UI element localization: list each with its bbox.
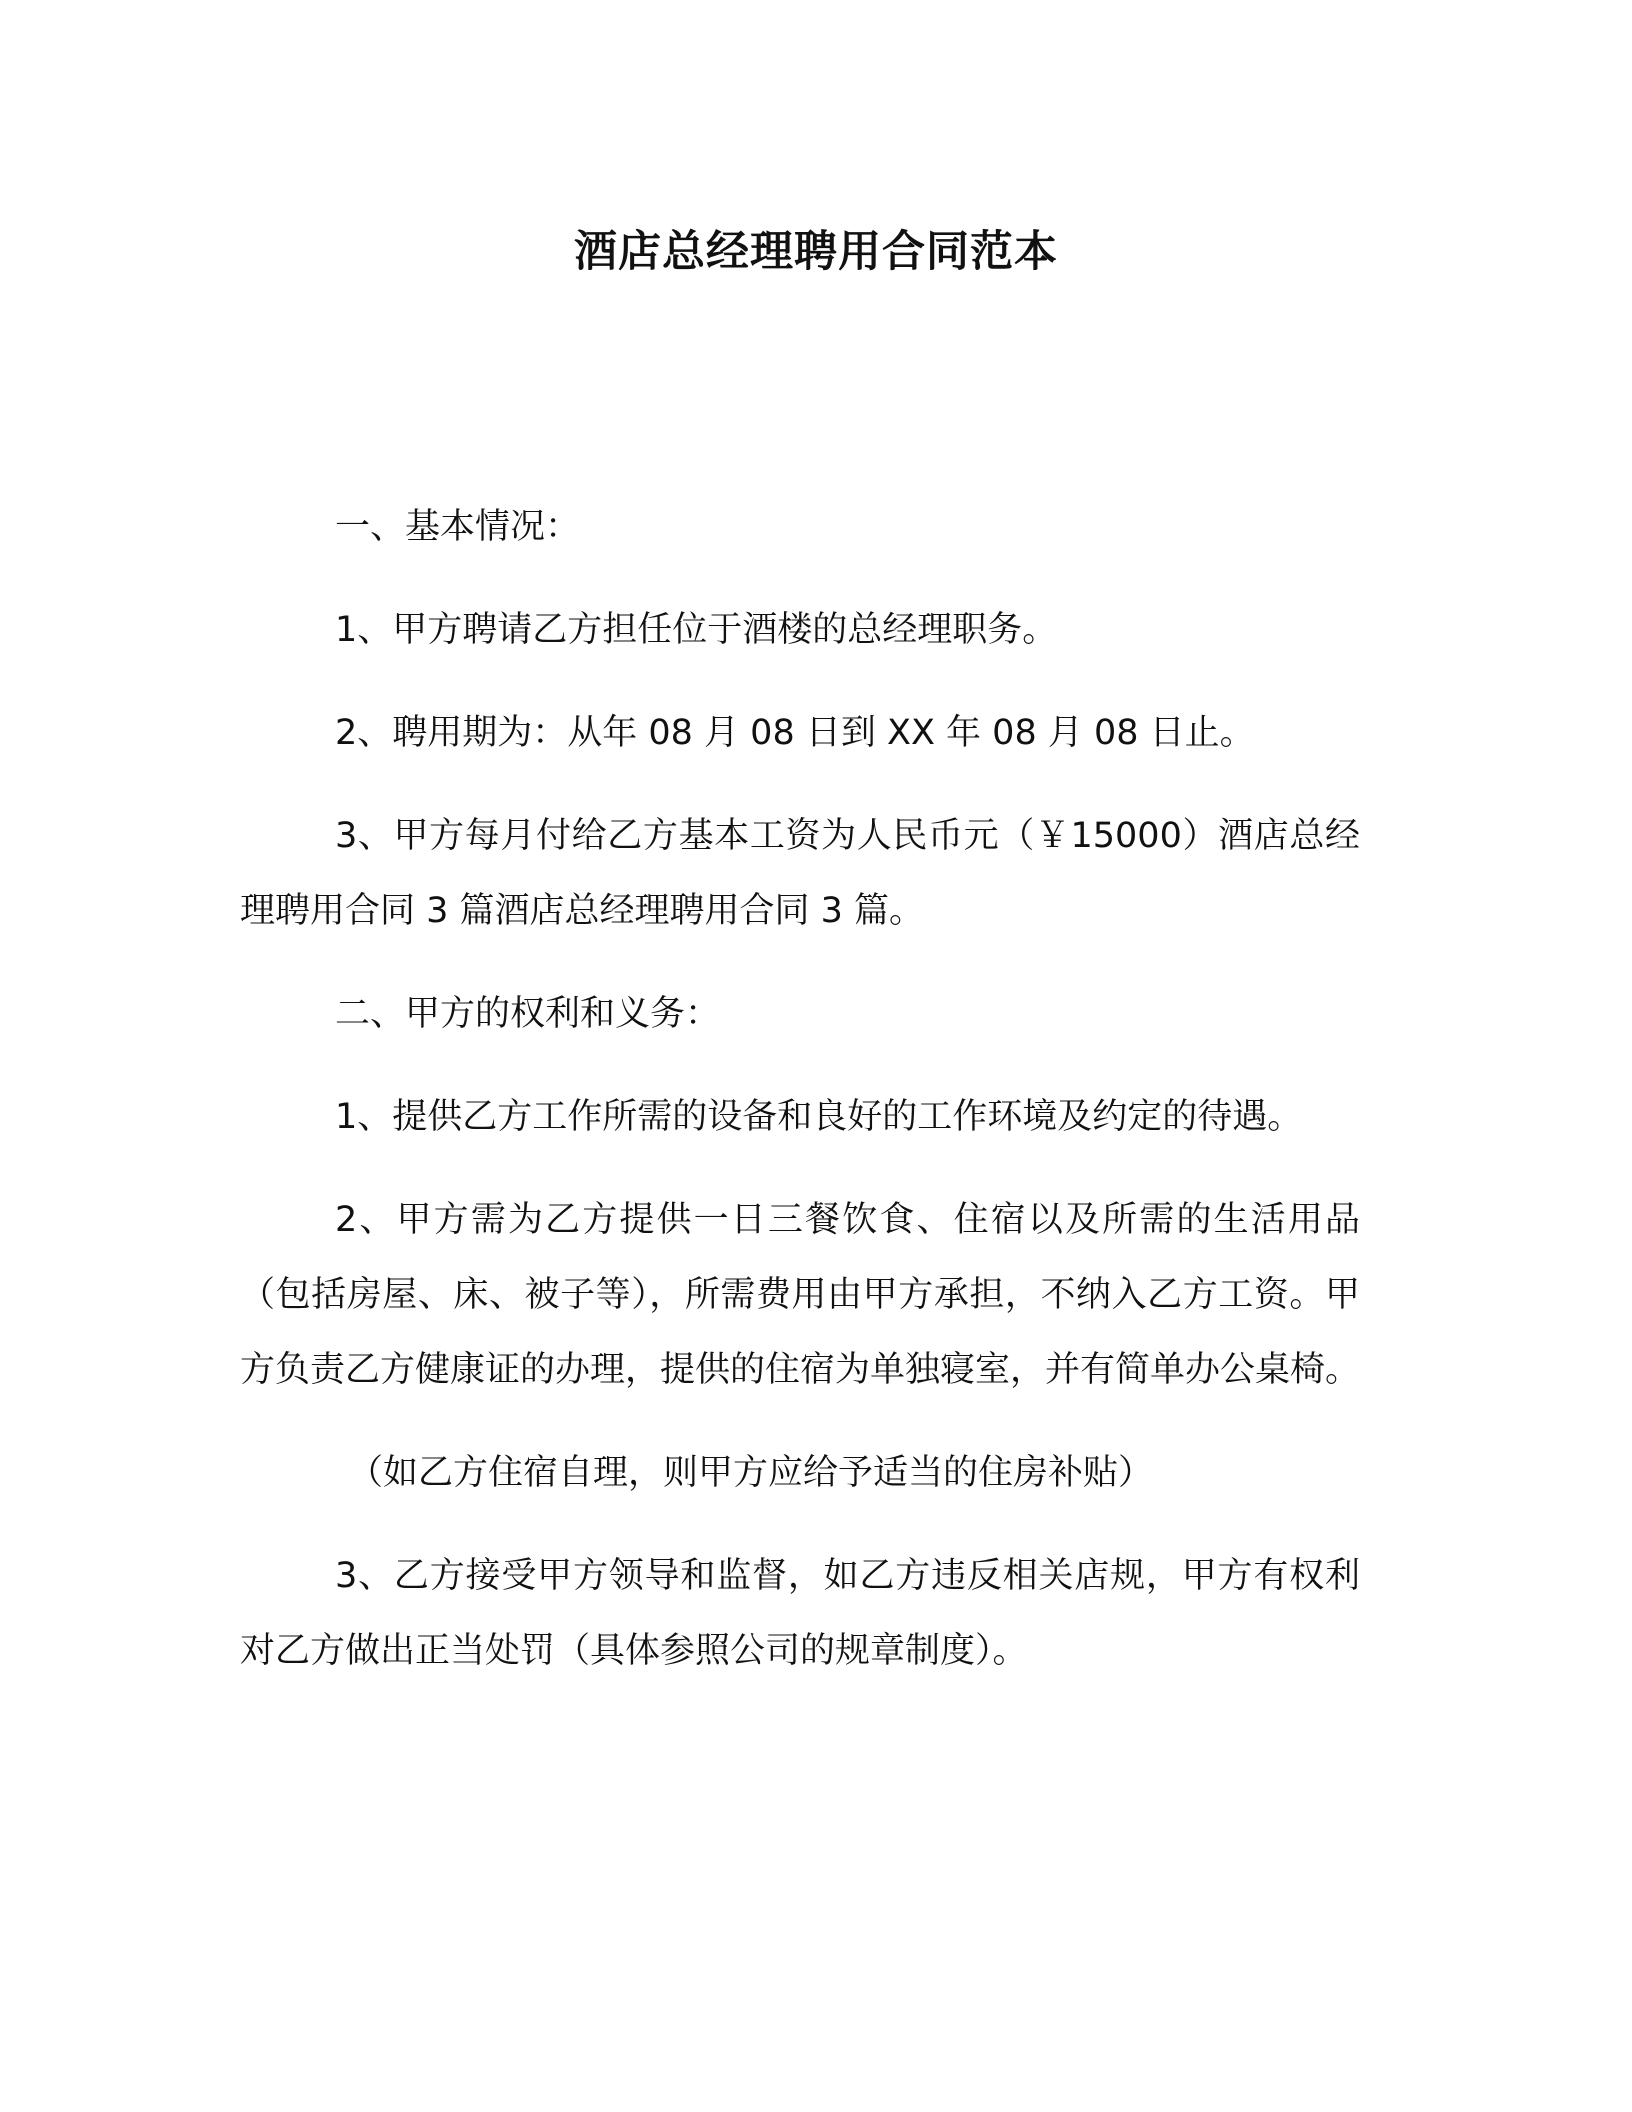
housing-note: （如乙方住宿自理，则甲方应给予适当的住房补贴） xyxy=(348,1453,1154,1493)
clause-1-2: 2、聘用期为：从年 08 月 08 日到 XX 年 08 月 08 日止。 xyxy=(335,713,1255,753)
clause-2-1: 1、提供乙方工作所需的设备和良好的工作环境及约定的待遇。 xyxy=(335,1097,1303,1137)
document-body xyxy=(240,490,1360,1689)
section-heading-party-a: 二、甲方的权利和义务： xyxy=(335,994,721,1034)
clause-1-3: 3、甲方每月付给乙方基本工资为人民币元（￥15000）酒店总经理聘用合同 3 篇酒店总经理聘用合同 3 篇。 xyxy=(240,816,1360,931)
clause-2-2: 2、甲方需为乙方提供一日三餐饮食、住宿以及所需的生活用品（包括房屋、床、被子等），所需费用由甲方承担，不纳入乙方工资。甲方负责乙方健康证的办理，提供的住宿为单独寝室，并有简单办公桌椅。 xyxy=(240,1200,1361,1390)
document-title: 酒店总经理聘用合同范本 xyxy=(574,227,1058,277)
clause-2-3: 3、乙方接受甲方领导和监督，如乙方违反相关店规，甲方有权利对乙方做出正当处罚（具体参照公司的规章制度）。 xyxy=(240,1556,1360,1671)
clause-1-1: 1、甲方聘请乙方担任位于酒楼的总经理职务。 xyxy=(335,610,1058,650)
section-heading-basic-info: 一、基本情况： xyxy=(335,507,581,547)
